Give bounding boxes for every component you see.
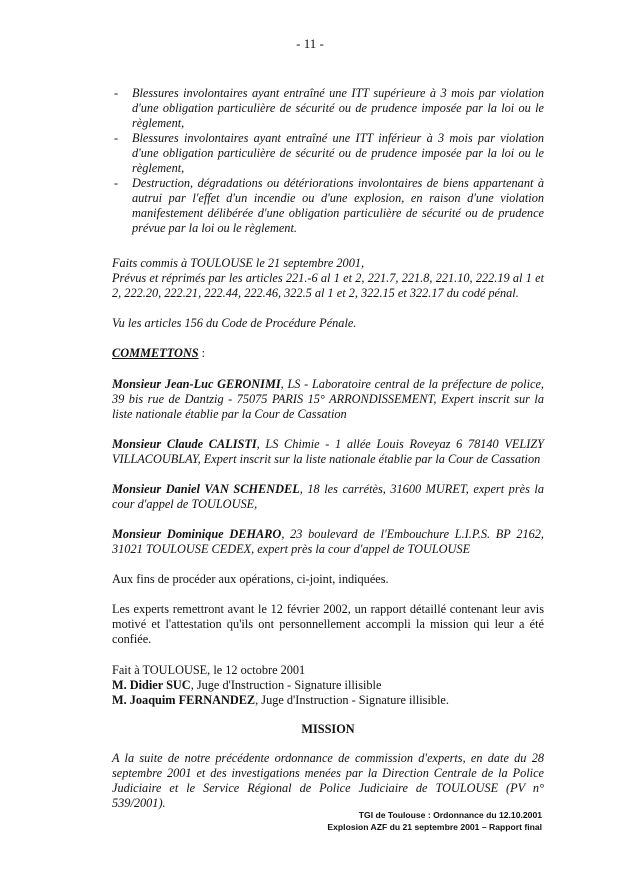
- footer-line1: TGI de Toulouse : Ordonnance du 12.10.2001: [358, 810, 542, 820]
- signer-name: M. Didier SUC: [112, 678, 191, 692]
- signer-role: , Juge d'Instruction - Signature illisible: [190, 678, 382, 692]
- faits-line1: Faits commis à TOULOUSE le 21 septembre 2001,: [112, 256, 365, 270]
- expert-name: Monsieur Daniel VAN SCHENDEL: [112, 482, 300, 496]
- commettons-colon: :: [198, 346, 206, 360]
- footer-line2: Explosion AZF du 21 septembre 2001 – Rapport final: [327, 822, 542, 832]
- commettons-heading: [112, 346, 544, 361]
- mission-text: A la suite de notre précédente ordonnance de commission d'experts, en date du 28 septembre 2001 et des investigations menées par la Direction Centrale de la Police Judiciaire et le Service Régional de Police Judiciaire de TOULOUSE (PV n° 539/2001).: [112, 751, 544, 810]
- offense-list: [112, 86, 544, 236]
- mission-title: MISSION: [301, 722, 355, 736]
- expert-detail: , LS - Laboratoire central de la préfecture de police, 39 bis rue de Dantzig - 75075 PARIS 15° ARRONDISSEMENT, Expert inscrit sur la liste nationale établie par la Cour de Cassation: [112, 377, 544, 421]
- faits-paragraph: [112, 256, 544, 301]
- expert-entry: [112, 437, 544, 467]
- vu-articles: Vu les articles 156 du Code de Procédure Pénale.: [112, 316, 357, 330]
- expert-entry: [112, 377, 544, 422]
- document-body: [112, 86, 544, 811]
- remettront-paragraph: Les experts remettront avant le 12 février 2002, un rapport détaillé contenant leur avis motivé et l'attestation qu'ils ont personnellement accompli la mission qui leur a été confiée.: [112, 602, 544, 646]
- page-footer: [300, 809, 542, 833]
- expert-entry: [112, 482, 544, 512]
- list-item: - Destruction, dégradations ou détériorations involontaires de biens appartenant à autrui par l'effet d'un incendie ou d'une explosion, en raison d'une violation manifestement délibérée d'une obligation particulière de sécurité ou de prudence prévue par la loi ou le règlement.: [112, 176, 544, 236]
- expert-detail: , LS Chimie - 1 allée Louis Roveyaz 6 78140 VELIZY VILLACOUBLAY, Expert inscrit sur la liste nationale établie par la Cour de Cassation: [112, 437, 545, 466]
- faits-line2: Prévus et réprimés par les articles 221.-6 al 1 et 2, 221.7, 221.8, 221.10, 222.19 al 1 et 2, 222.20, 222.21, 222.44, 222.46, 322.5 al 1 et 2, 322.15 et 322.17 du codé pénal.: [112, 271, 544, 300]
- signer-name: M. Joaquim FERNANDEZ: [112, 693, 256, 707]
- expert-name: Monsieur Jean-Luc GERONIMI: [112, 377, 281, 391]
- expert-name: Monsieur Dominique DEHARO: [112, 527, 282, 541]
- expert-detail: , 18 les carrétès, 31600 MURET, expert près la cour d'appel de TOULOUSE,: [112, 482, 544, 511]
- expert-name: Monsieur Claude CALISTI: [112, 437, 257, 451]
- expert-entry: [112, 527, 544, 557]
- signer-line: [112, 678, 544, 693]
- commettons-label: COMMETTONS: [112, 346, 199, 360]
- aux-fins: Aux fins de procéder aux opérations, ci-joint, indiquées.: [112, 572, 389, 586]
- fait-a: Fait à TOULOUSE, le 12 octobre 2001: [112, 663, 306, 677]
- list-item: - Blessures involontaires ayant entraîné une ITT inférieur à 3 mois par violation d'une obligation particulière de sécurité ou de prudence imposée par la loi ou le règlement,: [112, 131, 544, 176]
- page-number: - 11 -: [296, 36, 324, 51]
- signer-role: , Juge d'Instruction - Signature illisible.: [255, 693, 449, 707]
- signer-line: [112, 693, 544, 708]
- list-item: - Blessures involontaires ayant entraîné une ITT supérieure à 3 mois par violation d'une obligation particulière de sécurité ou de prudence imposée par la loi ou le règlement,: [112, 86, 544, 131]
- expert-detail: , 23 boulevard de l'Embouchure L.I.P.S. BP 2162, 31021 TOULOUSE CEDEX, expert près la cour d'appel de TOULOUSE: [112, 527, 544, 556]
